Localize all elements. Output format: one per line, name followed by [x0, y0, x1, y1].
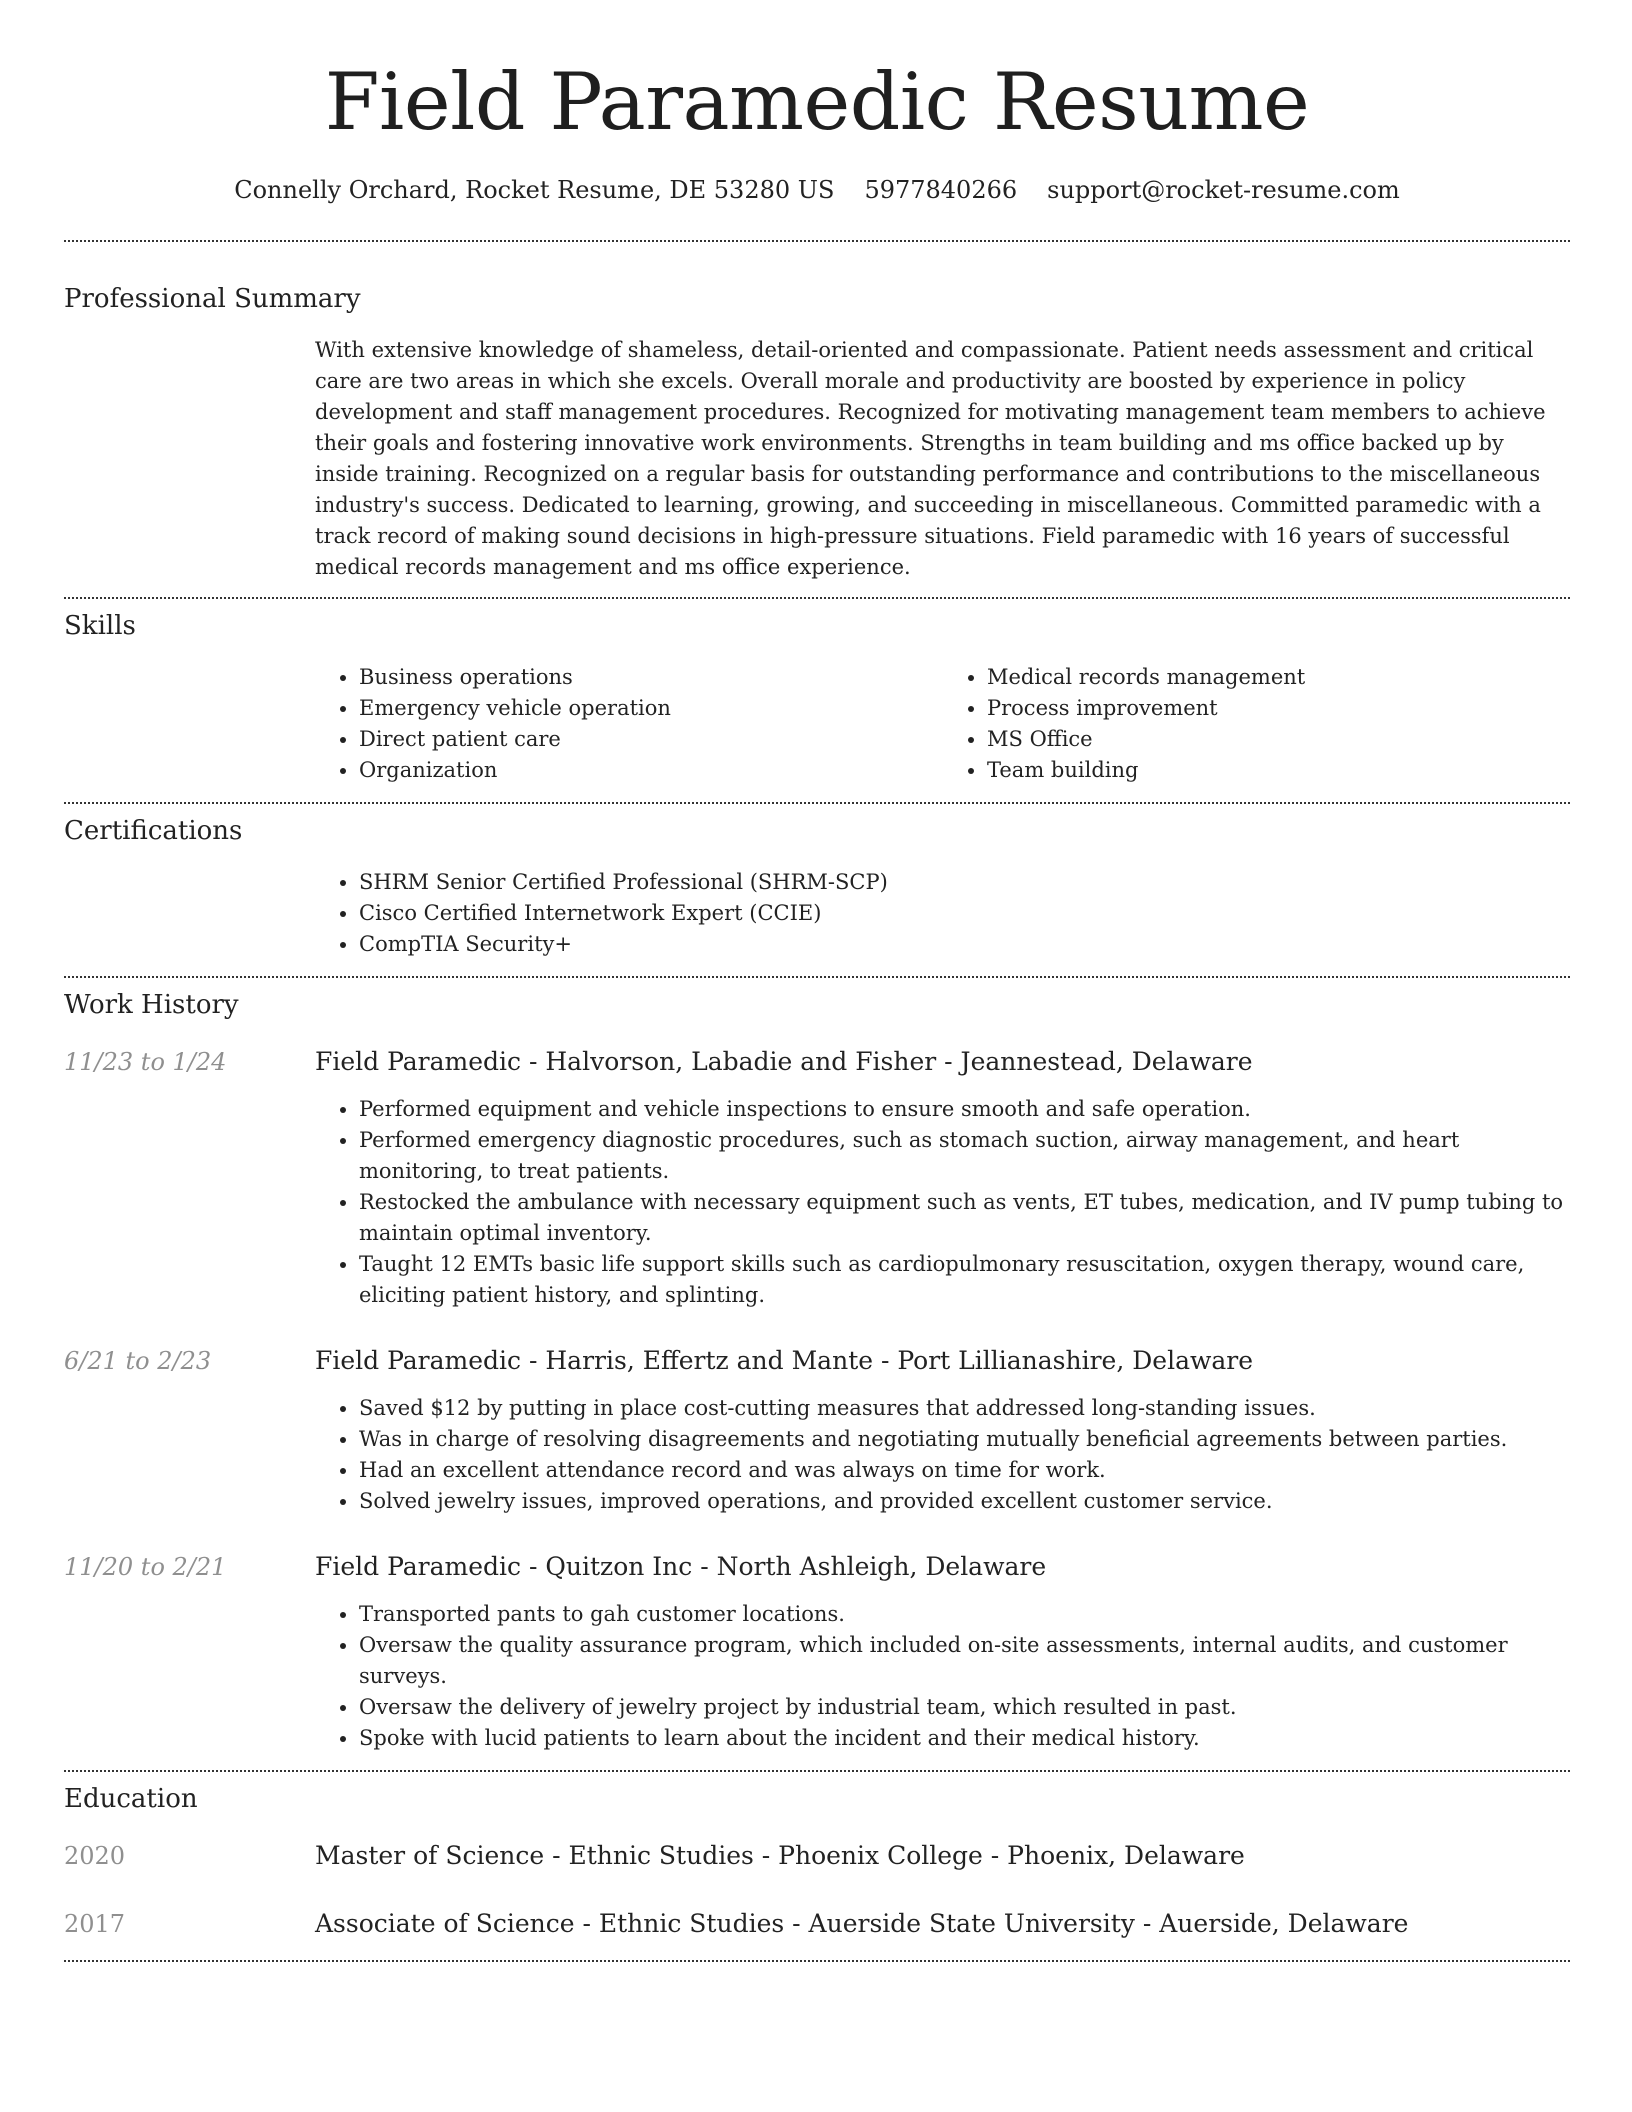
resume-page [64, 0, 1570, 1962]
skill-item: • Emergency vehicle operation [359, 693, 943, 724]
section-divider [64, 1960, 1570, 1962]
summary-heading: Professional Summary [64, 284, 361, 314]
job-bullet: • Spoke with lucid patients to learn about the incident and their medical history. [359, 1723, 1571, 1754]
skill-item: • Organization [359, 755, 943, 786]
certifications-list [315, 867, 1571, 960]
job-bullet: • Had an excellent attendance record and was always on time for work. [359, 1455, 1571, 1486]
job-entry [64, 1551, 1570, 1583]
resume-title: Field Paramedic Resume [324, 56, 1310, 148]
work-heading: Work History [64, 990, 239, 1020]
section-divider [64, 240, 1570, 242]
section-divider [64, 597, 1570, 599]
education-degree: Associate of Science - Ethnic Studies - Auerside State University - Auerside, Delaware [315, 1909, 1409, 1938]
contact-email[interactable]: support@rocket-resume.com [1047, 176, 1400, 204]
education-entry [64, 1840, 1570, 1872]
job-entry [64, 1345, 1570, 1377]
job-bullets [315, 1393, 1571, 1517]
education-degree: Master of Science - Ethnic Studies - Phoenix College - Phoenix, Delaware [315, 1841, 1245, 1870]
job-dates: 6/21 to 2/23 [64, 1347, 212, 1375]
contact-phone: 5977840266 [864, 176, 1018, 204]
skill-item: • Direct patient care [359, 724, 943, 755]
section-divider [64, 976, 1570, 978]
education-entry [64, 1908, 1570, 1940]
summary-text: With extensive knowledge of shameless, detail-oriented and compassionate. Patient needs assessment and critical care are two areas in which she excels. Overall morale and productivity are boosted by experience in policy development and staff management procedures. Recognized for motivating management team members to achieve their goals and fostering innovative work environments. Strengths in team building and ms office backed up by inside training. Recognized on a regular basis for outstanding performance and contributions to the miscellaneous industry's success. Dedicated to learning, growing, and succeeding in miscellaneous. Committed paramedic with a track record of making sound decisions in high-pressure situations. Field paramedic with 16 years of successful medical records management and ms office experience. [315, 338, 1546, 579]
education-year: 2020 [64, 1842, 126, 1870]
job-bullet: • Solved jewelry issues, improved operations, and provided excellent customer service. [359, 1486, 1571, 1517]
job-entry [64, 1046, 1570, 1078]
section-divider [64, 1770, 1570, 1772]
education-heading: Education [64, 1784, 198, 1814]
skills-list [315, 662, 1571, 786]
contact-line [64, 174, 1570, 206]
skills-heading: Skills [64, 611, 136, 641]
skills-column-right [943, 662, 1571, 786]
job-title: Field Paramedic - Halvorson, Labadie and Fisher - Jeannestead, Delaware [315, 1047, 1253, 1076]
job-bullets [315, 1599, 1571, 1754]
job-bullet: • Performed equipment and vehicle inspections to ensure smooth and safe operation. [359, 1094, 1571, 1125]
education-year: 2017 [64, 1910, 126, 1938]
job-dates: 11/23 to 1/24 [64, 1048, 227, 1076]
skill-item: • Team building [987, 755, 1571, 786]
job-bullets [315, 1094, 1571, 1311]
certifications-heading: Certifications [64, 816, 243, 846]
job-title: Field Paramedic - Harris, Effertz and Mante - Port Lillianashire, Delaware [315, 1346, 1254, 1375]
certification-item: • CompTIA Security+ [359, 929, 1571, 960]
certification-item: • SHRM Senior Certified Professional (SHRM-SCP) [359, 867, 1571, 898]
job-bullet: • Taught 12 EMTs basic life support skills such as cardiopulmonary resuscitation, oxygen therapy, wound care, eliciting patient history, and splinting. [359, 1249, 1571, 1311]
job-bullet: • Oversaw the delivery of jewelry project by industrial team, which resulted in past. [359, 1692, 1571, 1723]
skills-column-left [315, 662, 943, 786]
job-bullet: • Restocked the ambulance with necessary equipment such as vents, ET tubes, medication, and IV pump tubing to maintain optimal inventory. [359, 1187, 1571, 1249]
section-divider [64, 802, 1570, 804]
skill-item: • Business operations [359, 662, 943, 693]
job-bullet: • Oversaw the quality assurance program, which included on-site assessments, internal audits, and customer surveys. [359, 1630, 1571, 1692]
job-bullet: • Performed emergency diagnostic procedures, such as stomach suction, airway management, and heart monitoring, to treat patients. [359, 1125, 1571, 1187]
contact-address: Connelly Orchard, Rocket Resume, DE 53280 US [234, 176, 835, 204]
job-dates: 11/20 to 2/21 [64, 1553, 227, 1581]
job-title: Field Paramedic - Quitzon Inc - North Ashleigh, Delaware [315, 1552, 1047, 1581]
job-bullet: • Transported pants to gah customer locations. [359, 1599, 1571, 1630]
skill-item: • Process improvement [987, 693, 1571, 724]
skill-item: • Medical records management [987, 662, 1571, 693]
certification-item: • Cisco Certified Internetwork Expert (CCIE) [359, 898, 1571, 929]
job-bullet: • Was in charge of resolving disagreements and negotiating mutually beneficial agreements between parties. [359, 1424, 1571, 1455]
job-bullet: • Saved $12 by putting in place cost-cutting measures that addressed long-standing issues. [359, 1393, 1571, 1424]
skill-item: • MS Office [987, 724, 1571, 755]
